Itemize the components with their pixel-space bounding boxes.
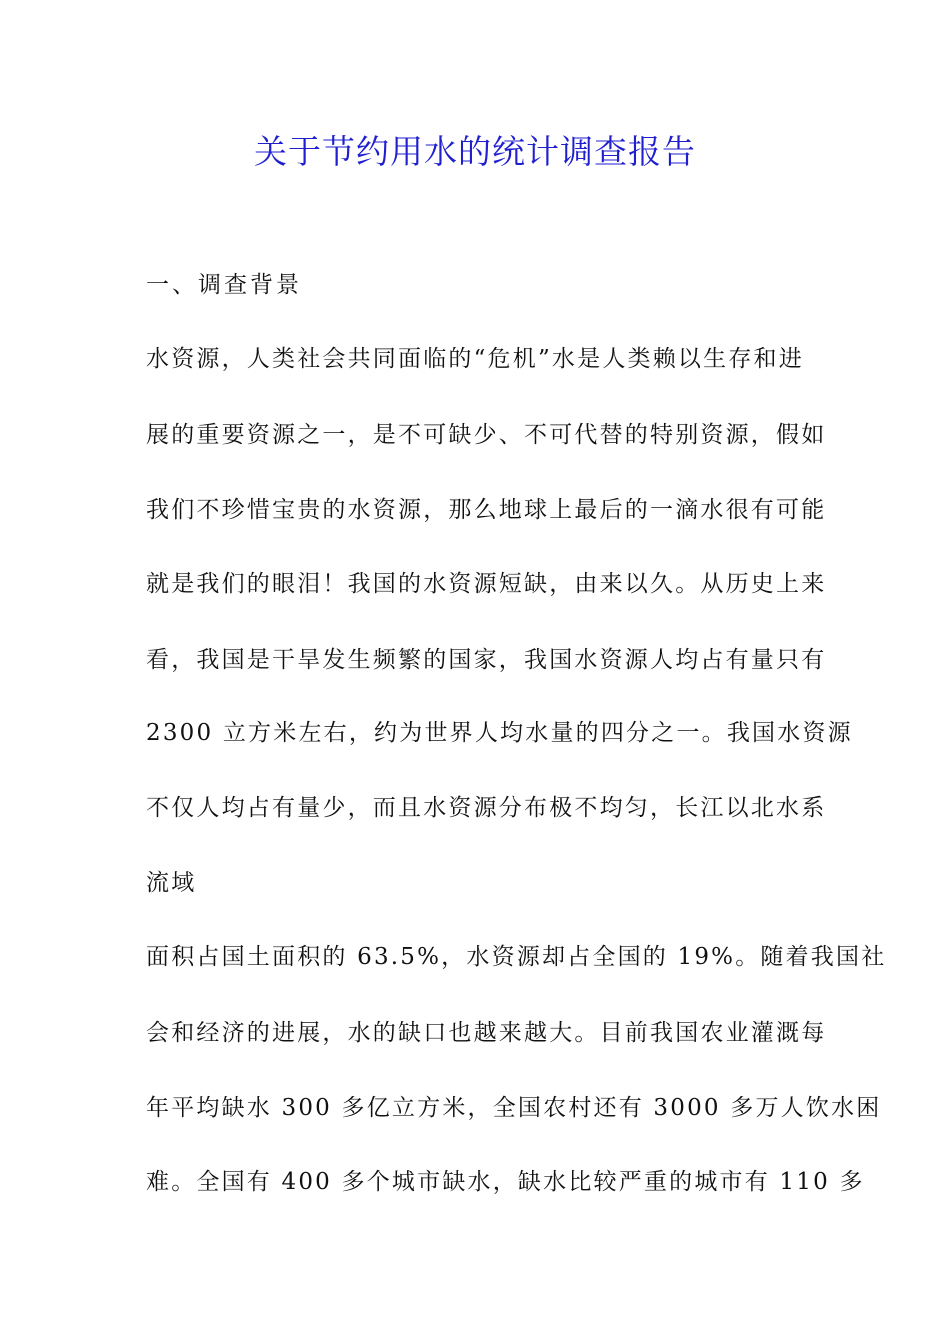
paragraph-line: 会和经济的进展，水的缺口也越来越大。目前我国农业灌溉每: [146, 1020, 827, 1046]
paragraph-line: 我们不珍惜宝贵的水资源，那么地球上最后的一滴水很有可能: [146, 497, 827, 523]
paragraph-line: 年平均缺水 300 多亿立方米，全国农村还有 3000 多万人饮水困: [146, 1095, 882, 1121]
paragraph-line: 难。全国有 400 多个城市缺水，缺水比较严重的城市有 110 多: [146, 1169, 865, 1195]
document-title: 关于节约用水的统计调查报告: [254, 132, 696, 171]
paragraph-line: 流域: [146, 870, 197, 896]
paragraph-line: 不仅人均占有量少，而且水资源分布极不均匀，长江以北水系: [146, 795, 827, 821]
paragraph-line: 看，我国是干旱发生频繁的国家，我国水资源人均占有量只有: [146, 647, 827, 673]
paragraph-line: 就是我们的眼泪！我国的水资源短缺，由来以久。从历史上来: [146, 571, 827, 597]
paragraph-line: 水资源，人类社会共同面临的“危机”水是人类赖以生存和进: [146, 346, 804, 372]
paragraph-line: 2300 立方米左右，约为世界人均水量的四分之一。我国水资源: [146, 720, 853, 746]
paragraph-line: 面积占国土面积的 63.5%，水资源却占全国的 19%。随着我国社: [146, 944, 887, 970]
paragraph-line: 展的重要资源之一，是不可缺少、不可代替的特别资源，假如: [146, 422, 827, 448]
section-heading: 一、调查背景: [146, 272, 302, 298]
